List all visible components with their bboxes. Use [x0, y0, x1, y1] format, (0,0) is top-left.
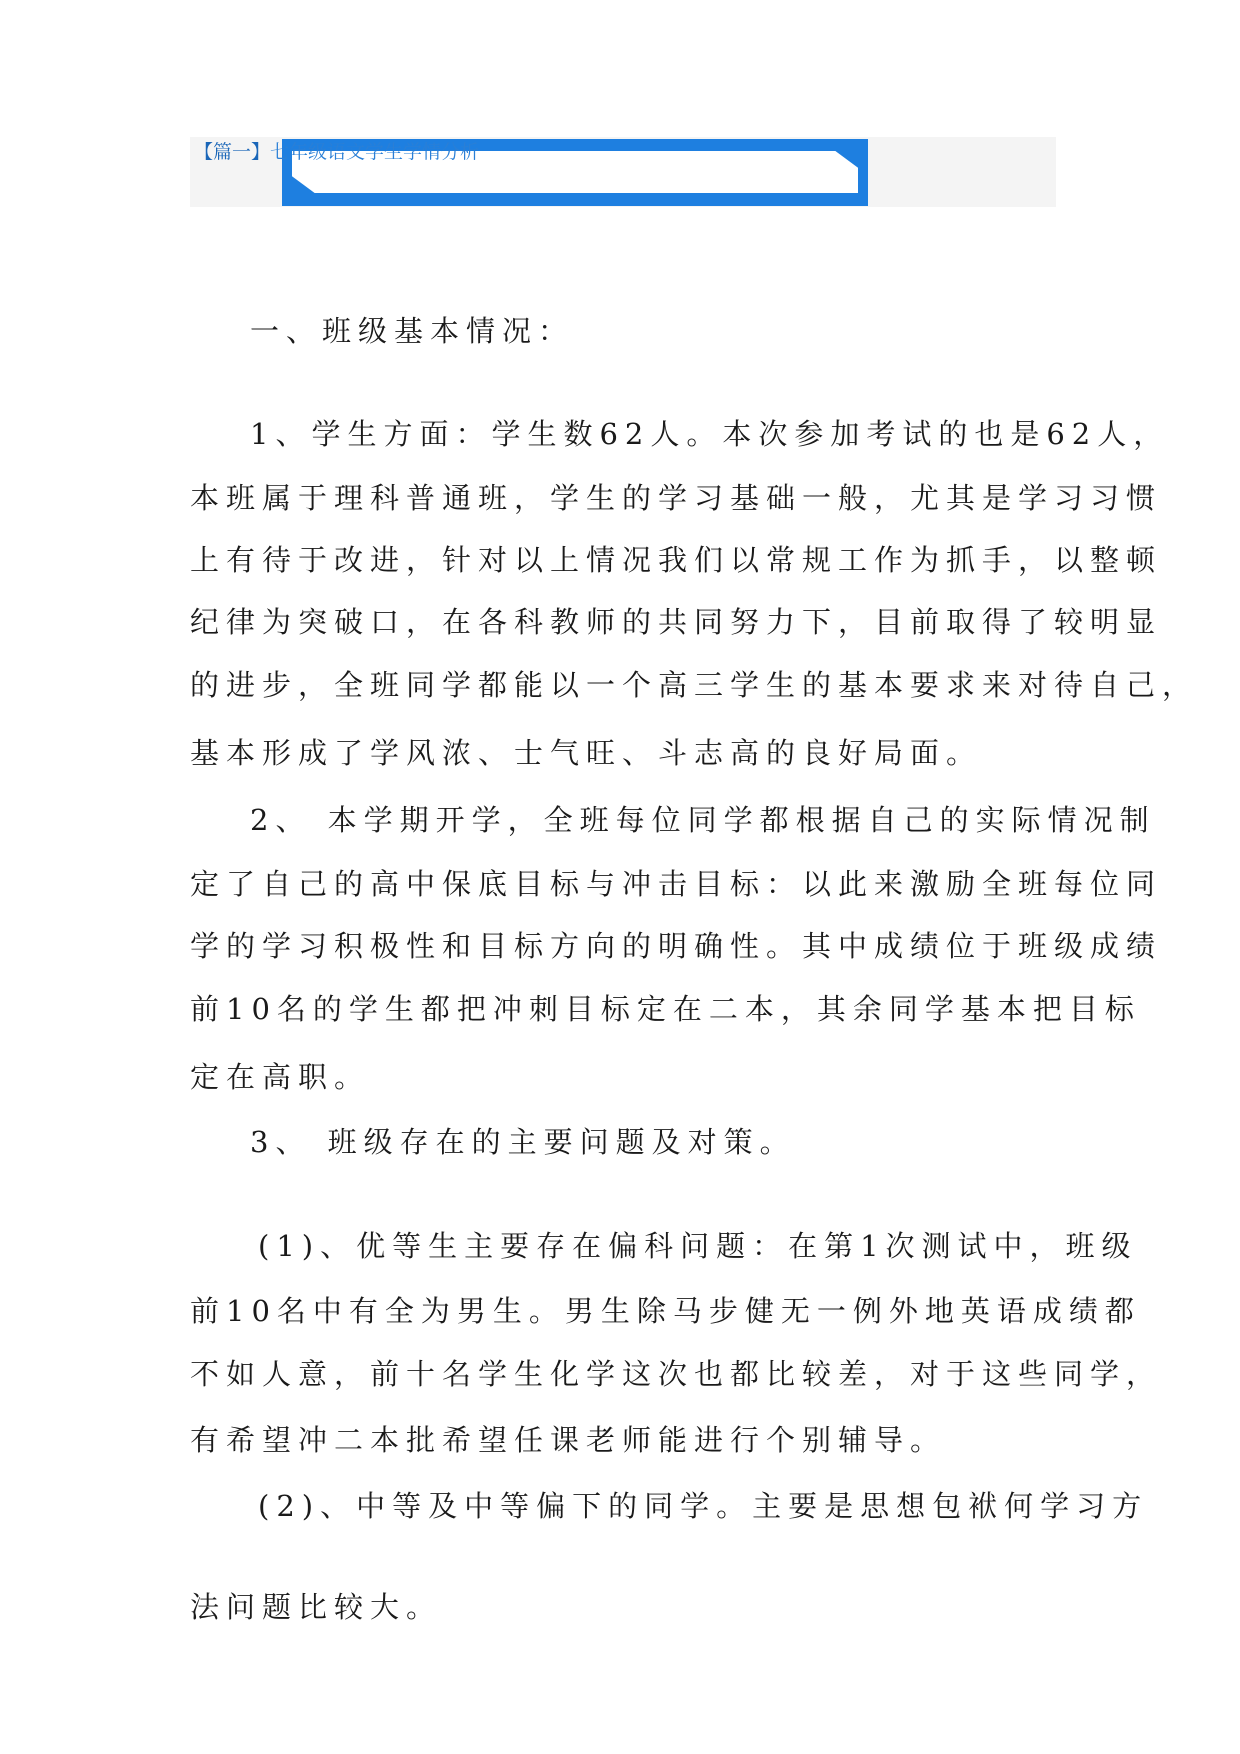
paragraph-line: 本班属于理科普通班，学生的学习基础一般，尤其是学习习惯 — [190, 481, 1163, 515]
paragraph-line: 上有待于改进，针对以上情况我们以常规工作为抓手，以整顿 — [190, 543, 1163, 577]
paragraph-line: (2)、中等及中等偏下的同学。主要是思想包袱何学习方 — [258, 1489, 1149, 1523]
header-tag: 【篇一】 — [194, 141, 271, 163]
paragraph-line: 基本形成了学风浓、士气旺、斗志高的良好局面。 — [190, 736, 983, 770]
paragraph-line: 不如人意，前十名学生化学这次也都比较差，对于这些同学， — [190, 1357, 1163, 1391]
section-heading: 一、班级基本情况： — [250, 314, 575, 348]
paragraph-line: 纪律为突破口，在各科教师的共同努力下，目前取得了较明显 — [190, 605, 1163, 639]
paragraph-line: 定了自己的高中保底目标与冲击目标：以此来激励全班每位同 — [190, 867, 1163, 901]
subsection-heading: 3、 班级存在的主要问题及对策。 — [250, 1125, 796, 1159]
paragraph-line: (1)、优等生主要存在偏科问题：在第1次测试中，班级 — [258, 1229, 1138, 1263]
paragraph-line: 前10名中有全为男生。男生除马步健无一例外地英语成绩都 — [190, 1294, 1141, 1328]
paragraph-line: 有希望冲二本批希望任课老师能进行个别辅导。 — [190, 1423, 947, 1457]
header-title-text: 七年级语文学生学情分析 — [270, 141, 480, 163]
paragraph-line: 定在高职。 — [190, 1060, 371, 1094]
header-title — [194, 137, 479, 164]
paragraph-line: 法问题比较大。 — [190, 1590, 443, 1624]
paragraph-line: 前10名的学生都把冲刺目标定在二本，其余同学基本把目标 — [190, 992, 1141, 1026]
paragraph-line: 学的学习积极性和目标方向的明确性。其中成绩位于班级成绩 — [190, 929, 1163, 963]
paragraph-line: 2、 本学期开学，全班每位同学都根据自己的实际情况制 — [250, 803, 1156, 837]
paragraph-line: 的进步，全班同学都能以一个高三学生的基本要求来对待自己， — [190, 668, 1199, 702]
paragraph-line: 1、学生方面：学生数62人。本次参加考试的也是62人， — [250, 417, 1170, 451]
